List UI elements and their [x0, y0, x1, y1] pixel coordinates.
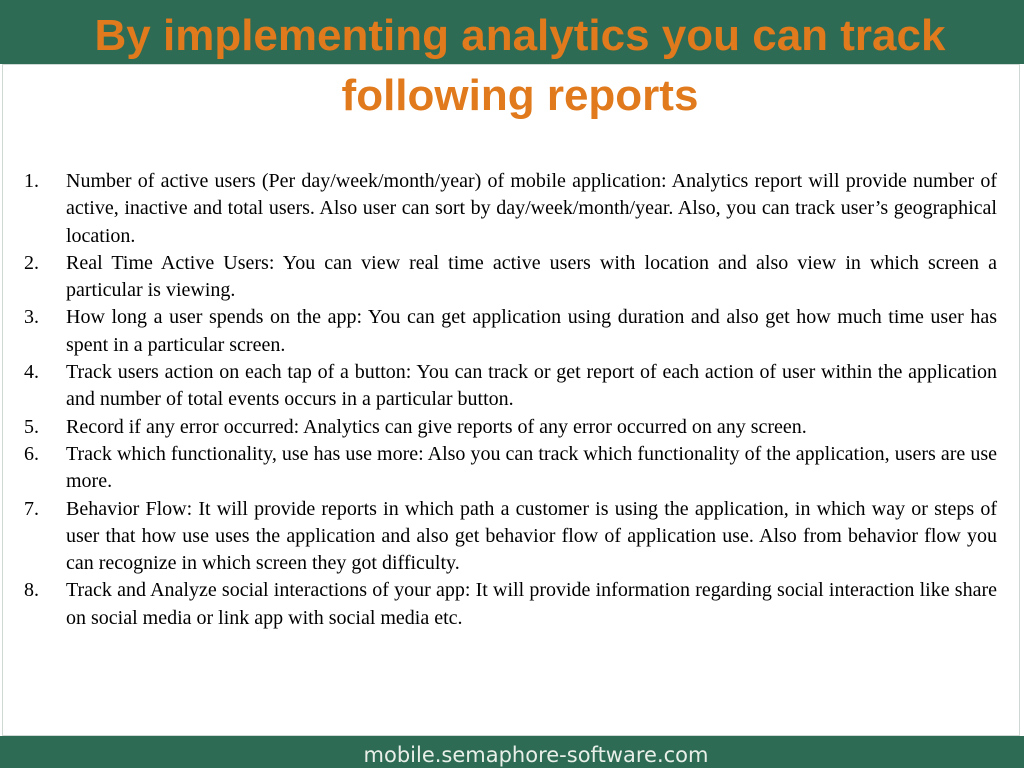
list-item	[24, 168, 997, 250]
list-item-number: 1.	[24, 170, 39, 192]
list-item-text: Track and Analyze social interactions of your app: It will provide information regarding social interaction like share on social media or link app with social media etc.	[66, 579, 997, 629]
list-item-text: Real Time Active Users: You can view real time active users with location and also view in which screen a particular is viewing.	[66, 251, 997, 302]
list-item-text: Behavior Flow: It will provide reports in which path a customer is using the application, in which way or steps of user that how use uses the application and also get behavior flow of application use. Also from behavior flow you can recognize in which screen they got difficulty.	[66, 497, 997, 575]
list-item-text: Number of active users (Per day/week/month/year) of mobile application: Analytics report will provide number of active, inactive and total users. Also user can sort by day/week/month/year. Also, you can track user’s geographical location.	[66, 170, 997, 247]
footer-url: mobile.semaphore-software.com	[363, 743, 709, 767]
list-item-text: Track users action on each tap of a button: You can track or get report of each action of user within the application and number of total events occurs in a particular button.	[66, 361, 997, 411]
report-list-container	[24, 168, 997, 632]
list-item-number: 7.	[24, 497, 39, 520]
list-item	[24, 577, 997, 632]
list-item	[24, 496, 997, 578]
list-item	[24, 304, 997, 359]
title-line-1: By implementing analytics you can track	[94, 11, 946, 60]
list-item-number: 2.	[24, 251, 39, 274]
list-item-number: 6.	[24, 442, 39, 465]
title-line-2: following reports	[341, 71, 699, 120]
report-list	[24, 168, 997, 632]
list-item-number: 8.	[24, 579, 39, 602]
list-item-text: Record if any error occurred: Analytics can give reports of any error occurred on any screen.	[66, 415, 807, 438]
list-item	[24, 359, 997, 414]
list-item-number: 4.	[24, 361, 39, 384]
slide-title	[0, 6, 1024, 126]
list-item-text: How long a user spends on the app: You can get application using duration and also get how much time user has spent in a particular screen.	[66, 306, 997, 356]
list-item-number: 3.	[24, 306, 39, 329]
list-item-text: Track which functionality, use has use more: Also you can track which functionality of the application, users are use more.	[66, 442, 997, 493]
list-item	[24, 250, 997, 305]
list-item	[24, 414, 997, 441]
list-item	[24, 441, 997, 496]
list-item-number: 5.	[24, 415, 39, 438]
